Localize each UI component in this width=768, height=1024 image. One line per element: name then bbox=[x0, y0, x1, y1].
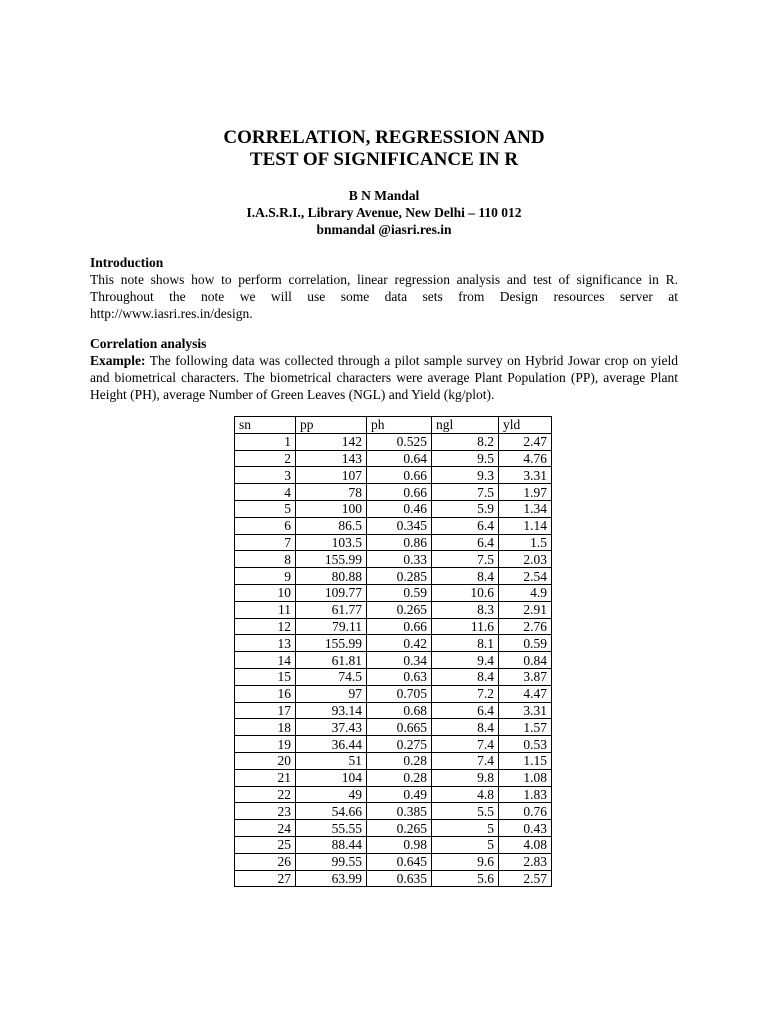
table-row bbox=[235, 853, 552, 870]
table-row bbox=[235, 652, 552, 669]
cell-ngl: 8.4 bbox=[432, 668, 499, 685]
cell-pp: 61.81 bbox=[296, 652, 367, 669]
table-row bbox=[235, 450, 552, 467]
cell-ngl: 7.2 bbox=[432, 685, 499, 702]
cell-sn: 2 bbox=[235, 450, 296, 467]
cell-sn: 18 bbox=[235, 719, 296, 736]
cell-ngl: 9.3 bbox=[432, 467, 499, 484]
title-line-1: CORRELATION, REGRESSION AND bbox=[223, 127, 545, 148]
table-row bbox=[235, 803, 552, 820]
table-row bbox=[235, 736, 552, 753]
cell-pp: 100 bbox=[296, 500, 367, 517]
cell-sn: 9 bbox=[235, 568, 296, 585]
cell-ngl: 7.5 bbox=[432, 551, 499, 568]
cell-pp: 78 bbox=[296, 484, 367, 501]
table-row bbox=[235, 870, 552, 887]
cell-ph: 0.645 bbox=[367, 853, 432, 870]
cell-pp: 107 bbox=[296, 467, 367, 484]
example-label: Example: bbox=[90, 353, 146, 368]
cell-ph: 0.63 bbox=[367, 668, 432, 685]
table-row bbox=[235, 635, 552, 652]
introduction-text: This note shows how to perform correlation, linear regression analysis and test of significance in R. Throughout the note we will use some data sets from Design resources server at http://www.iasri.res.in/design. bbox=[90, 272, 678, 321]
author-block bbox=[0, 187, 768, 238]
cell-yld: 4.08 bbox=[499, 836, 552, 853]
cell-sn: 8 bbox=[235, 551, 296, 568]
cell-pp: 49 bbox=[296, 786, 367, 803]
cell-ph: 0.42 bbox=[367, 635, 432, 652]
table-row bbox=[235, 433, 552, 450]
cell-yld: 2.76 bbox=[499, 618, 552, 635]
header-sn: sn bbox=[235, 417, 296, 434]
table-header-row bbox=[235, 417, 552, 434]
table-row bbox=[235, 534, 552, 551]
table-row bbox=[235, 685, 552, 702]
cell-ngl: 6.4 bbox=[432, 702, 499, 719]
cell-ngl: 9.6 bbox=[432, 853, 499, 870]
cell-ph: 0.68 bbox=[367, 702, 432, 719]
cell-ph: 0.285 bbox=[367, 568, 432, 585]
cell-sn: 19 bbox=[235, 736, 296, 753]
cell-yld: 0.76 bbox=[499, 803, 552, 820]
cell-yld: 1.08 bbox=[499, 769, 552, 786]
cell-sn: 25 bbox=[235, 836, 296, 853]
table-row bbox=[235, 702, 552, 719]
cell-sn: 15 bbox=[235, 668, 296, 685]
cell-ph: 0.28 bbox=[367, 752, 432, 769]
cell-ph: 0.635 bbox=[367, 870, 432, 887]
cell-sn: 7 bbox=[235, 534, 296, 551]
cell-ngl: 7.4 bbox=[432, 736, 499, 753]
cell-ph: 0.98 bbox=[367, 836, 432, 853]
cell-sn: 16 bbox=[235, 685, 296, 702]
cell-yld: 3.31 bbox=[499, 467, 552, 484]
cell-ngl: 7.4 bbox=[432, 752, 499, 769]
cell-yld: 0.53 bbox=[499, 736, 552, 753]
cell-ngl: 11.6 bbox=[432, 618, 499, 635]
header-pp: pp bbox=[296, 417, 367, 434]
cell-pp: 74.5 bbox=[296, 668, 367, 685]
cell-ngl: 8.4 bbox=[432, 719, 499, 736]
cell-ph: 0.66 bbox=[367, 484, 432, 501]
cell-ngl: 10.6 bbox=[432, 584, 499, 601]
cell-yld: 2.83 bbox=[499, 853, 552, 870]
cell-ph: 0.665 bbox=[367, 719, 432, 736]
cell-ph: 0.525 bbox=[367, 433, 432, 450]
cell-ngl: 9.5 bbox=[432, 450, 499, 467]
table-row bbox=[235, 786, 552, 803]
cell-pp: 155.99 bbox=[296, 635, 367, 652]
cell-pp: 63.99 bbox=[296, 870, 367, 887]
cell-pp: 86.5 bbox=[296, 517, 367, 534]
cell-ph: 0.33 bbox=[367, 551, 432, 568]
cell-yld: 0.59 bbox=[499, 635, 552, 652]
cell-yld: 3.87 bbox=[499, 668, 552, 685]
cell-ngl: 9.4 bbox=[432, 652, 499, 669]
table-row bbox=[235, 467, 552, 484]
table-row bbox=[235, 752, 552, 769]
cell-ngl: 5 bbox=[432, 836, 499, 853]
author-name: B N Mandal bbox=[348, 188, 420, 203]
cell-ph: 0.49 bbox=[367, 786, 432, 803]
cell-ngl: 5.9 bbox=[432, 500, 499, 517]
cell-ph: 0.265 bbox=[367, 820, 432, 837]
cell-pp: 103.5 bbox=[296, 534, 367, 551]
cell-ph: 0.28 bbox=[367, 769, 432, 786]
cell-ngl: 8.2 bbox=[432, 433, 499, 450]
cell-ph: 0.59 bbox=[367, 584, 432, 601]
cell-ngl: 5 bbox=[432, 820, 499, 837]
table-body bbox=[235, 433, 552, 887]
cell-pp: 37.43 bbox=[296, 719, 367, 736]
cell-sn: 12 bbox=[235, 618, 296, 635]
cell-ngl: 8.1 bbox=[432, 635, 499, 652]
cell-ph: 0.265 bbox=[367, 601, 432, 618]
table-row bbox=[235, 769, 552, 786]
cell-sn: 26 bbox=[235, 853, 296, 870]
table-row bbox=[235, 618, 552, 635]
cell-yld: 0.43 bbox=[499, 820, 552, 837]
table-row bbox=[235, 568, 552, 585]
cell-yld: 1.5 bbox=[499, 534, 552, 551]
cell-yld: 2.91 bbox=[499, 601, 552, 618]
cell-sn: 13 bbox=[235, 635, 296, 652]
table-row bbox=[235, 584, 552, 601]
cell-ph: 0.705 bbox=[367, 685, 432, 702]
cell-yld: 4.9 bbox=[499, 584, 552, 601]
cell-pp: 143 bbox=[296, 450, 367, 467]
cell-yld: 1.15 bbox=[499, 752, 552, 769]
cell-sn: 20 bbox=[235, 752, 296, 769]
cell-sn: 14 bbox=[235, 652, 296, 669]
cell-sn: 10 bbox=[235, 584, 296, 601]
title-line-2: TEST OF SIGNIFICANCE IN R bbox=[249, 149, 519, 170]
table-row bbox=[235, 719, 552, 736]
cell-pp: 79.11 bbox=[296, 618, 367, 635]
cell-ph: 0.46 bbox=[367, 500, 432, 517]
table-row bbox=[235, 820, 552, 837]
cell-yld: 4.76 bbox=[499, 450, 552, 467]
cell-ph: 0.385 bbox=[367, 803, 432, 820]
author-affiliation: I.A.S.R.I., Library Avenue, New Delhi – 110 012 bbox=[246, 205, 522, 220]
table-row bbox=[235, 484, 552, 501]
introduction-section bbox=[90, 254, 678, 322]
cell-sn: 21 bbox=[235, 769, 296, 786]
cell-sn: 22 bbox=[235, 786, 296, 803]
cell-sn: 5 bbox=[235, 500, 296, 517]
document-title bbox=[0, 127, 768, 171]
table-row bbox=[235, 601, 552, 618]
cell-pp: 54.66 bbox=[296, 803, 367, 820]
correlation-example bbox=[90, 352, 678, 403]
cell-yld: 3.31 bbox=[499, 702, 552, 719]
cell-sn: 17 bbox=[235, 702, 296, 719]
cell-pp: 142 bbox=[296, 433, 367, 450]
table-row bbox=[235, 836, 552, 853]
introduction-heading: Introduction bbox=[90, 255, 164, 270]
cell-ngl: 6.4 bbox=[432, 517, 499, 534]
cell-sn: 6 bbox=[235, 517, 296, 534]
cell-sn: 27 bbox=[235, 870, 296, 887]
cell-pp: 97 bbox=[296, 685, 367, 702]
cell-ngl: 5.5 bbox=[432, 803, 499, 820]
table-row bbox=[235, 517, 552, 534]
cell-sn: 11 bbox=[235, 601, 296, 618]
cell-yld: 1.83 bbox=[499, 786, 552, 803]
table-row bbox=[235, 668, 552, 685]
data-table bbox=[234, 416, 552, 887]
example-text: The following data was collected through a pilot sample survey on Hybrid Jowar crop on yield and biometrical characters. The biometrical characters were average Plant Population (PP), average Plant Height (PH), average Number of Green Leaves (NGL) and Yield (kg/plot). bbox=[90, 353, 678, 402]
table-row bbox=[235, 500, 552, 517]
cell-pp: 88.44 bbox=[296, 836, 367, 853]
cell-sn: 23 bbox=[235, 803, 296, 820]
cell-yld: 2.54 bbox=[499, 568, 552, 585]
cell-ph: 0.86 bbox=[367, 534, 432, 551]
correlation-heading: Correlation analysis bbox=[90, 336, 207, 351]
cell-sn: 4 bbox=[235, 484, 296, 501]
cell-pp: 55.55 bbox=[296, 820, 367, 837]
cell-pp: 109.77 bbox=[296, 584, 367, 601]
cell-yld: 1.14 bbox=[499, 517, 552, 534]
cell-ngl: 8.4 bbox=[432, 568, 499, 585]
cell-pp: 51 bbox=[296, 752, 367, 769]
cell-ngl: 6.4 bbox=[432, 534, 499, 551]
cell-sn: 3 bbox=[235, 467, 296, 484]
cell-pp: 61.77 bbox=[296, 601, 367, 618]
cell-ph: 0.345 bbox=[367, 517, 432, 534]
correlation-section bbox=[90, 335, 678, 403]
cell-ph: 0.66 bbox=[367, 618, 432, 635]
cell-ngl: 5.6 bbox=[432, 870, 499, 887]
cell-ngl: 4.8 bbox=[432, 786, 499, 803]
header-yld: yld bbox=[499, 417, 552, 434]
cell-sn: 1 bbox=[235, 433, 296, 450]
header-ph: ph bbox=[367, 417, 432, 434]
cell-yld: 1.57 bbox=[499, 719, 552, 736]
cell-pp: 99.55 bbox=[296, 853, 367, 870]
cell-pp: 155.99 bbox=[296, 551, 367, 568]
cell-ngl: 7.5 bbox=[432, 484, 499, 501]
cell-ph: 0.34 bbox=[367, 652, 432, 669]
table-row bbox=[235, 551, 552, 568]
header-ngl: ngl bbox=[432, 417, 499, 434]
cell-yld: 0.84 bbox=[499, 652, 552, 669]
cell-pp: 36.44 bbox=[296, 736, 367, 753]
cell-pp: 93.14 bbox=[296, 702, 367, 719]
cell-yld: 2.57 bbox=[499, 870, 552, 887]
cell-ngl: 9.8 bbox=[432, 769, 499, 786]
cell-ngl: 8.3 bbox=[432, 601, 499, 618]
cell-sn: 24 bbox=[235, 820, 296, 837]
cell-ph: 0.64 bbox=[367, 450, 432, 467]
cell-yld: 1.97 bbox=[499, 484, 552, 501]
cell-pp: 104 bbox=[296, 769, 367, 786]
cell-ph: 0.66 bbox=[367, 467, 432, 484]
author-email: bnmandal @iasri.res.in bbox=[316, 222, 452, 237]
cell-ph: 0.275 bbox=[367, 736, 432, 753]
cell-yld: 2.03 bbox=[499, 551, 552, 568]
cell-yld: 1.34 bbox=[499, 500, 552, 517]
cell-yld: 4.47 bbox=[499, 685, 552, 702]
cell-pp: 80.88 bbox=[296, 568, 367, 585]
cell-yld: 2.47 bbox=[499, 433, 552, 450]
